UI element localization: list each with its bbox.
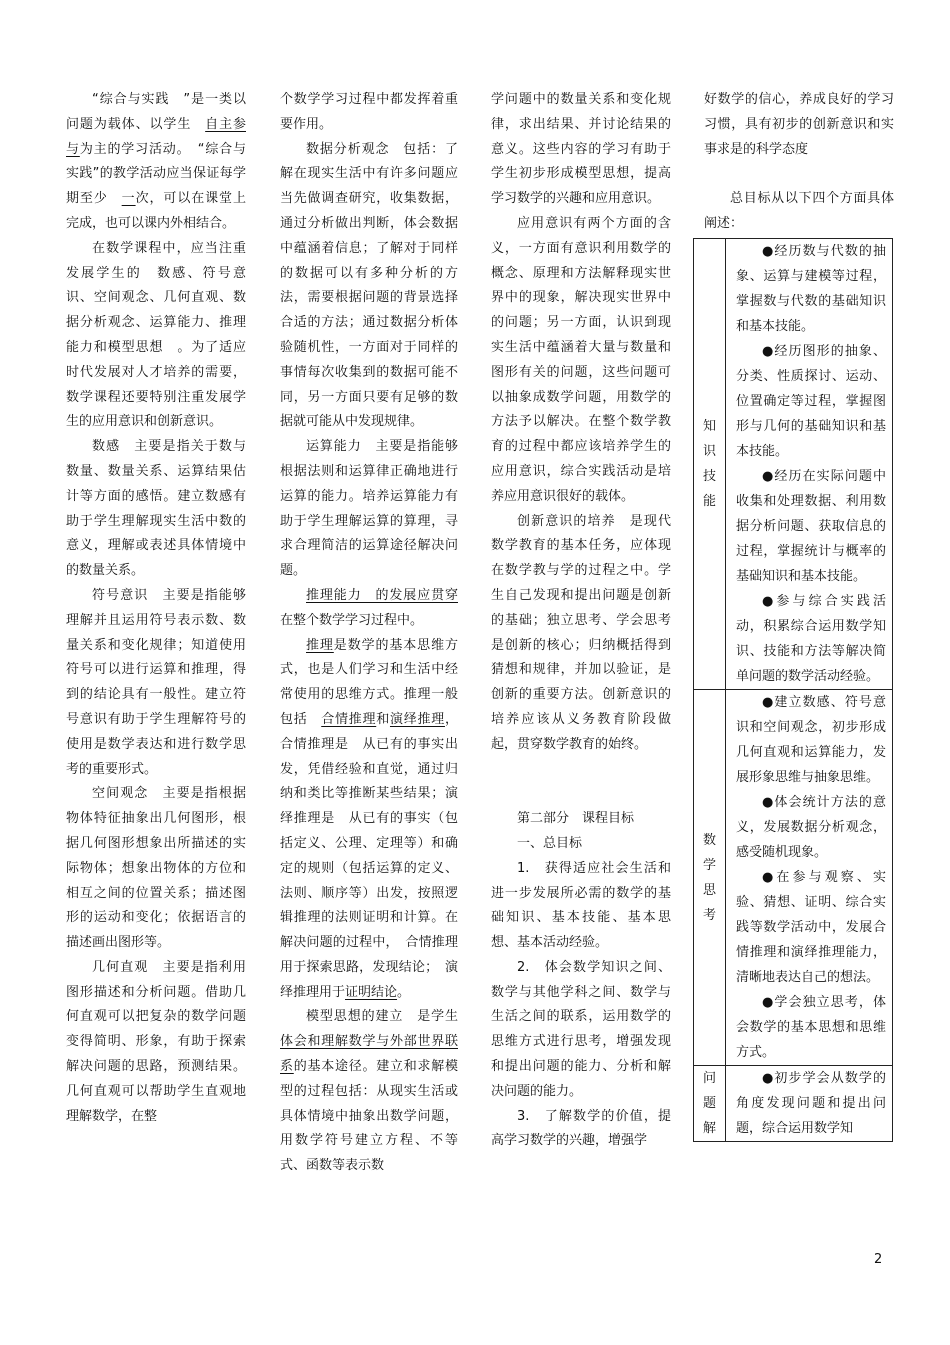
text-segment: 应用意识有两个方面的含义，一方面有意识利用数学的概念、原理和方法解释现实世界中的现象，解决现实世界中的问题；另一方面，认识到现实生活中蕴涵着大量与数量和图形有关的问题，这些问题可以抽象成数学问题，用数学的方法予以解决。在整个数学教育的过程中都应该培养学生的应用意识，综合实践活动是培养应用意识很好的载体。: [491, 215, 671, 504]
category-char: 解: [702, 1121, 716, 1136]
paragraph: [491, 88, 671, 212]
underlined-text: 一: [121, 191, 136, 207]
text-segment: 在整个数学学习过程中。: [280, 612, 424, 628]
text-segment: 总目标从以下四个方面具体阐述：: [704, 191, 894, 231]
paragraph: [66, 956, 246, 1130]
underlined-text: 推理能力 的发展应贯穿: [306, 587, 458, 603]
paragraph: [66, 435, 246, 584]
blank-line: [704, 162, 894, 187]
text-segment: 和: [376, 711, 390, 727]
text-segment: 好数学的信心，养成良好的学习习惯，具有初步的创新意识和实事求是的科学态度: [704, 92, 894, 157]
paragraph: [704, 88, 894, 162]
text-column-2: [280, 88, 472, 1179]
text-segment: 2. 体会数学知识之间、数学与其他学科之间、数学与生活之间的联系，运用数学的思维方式进行思考，增强发现和提出问题的能力、分析和解决问题的能力。: [491, 959, 671, 1099]
paragraph: [491, 510, 671, 758]
goals-row: [694, 239, 893, 690]
paragraph: [280, 88, 458, 138]
text-segment: 。: [397, 984, 411, 1000]
paragraph: [280, 1005, 458, 1179]
category-char: 技: [702, 469, 716, 484]
text-segment: 数据分析观念 包括：了解在现实生活中有许多问题应当先做调查研究，收集数据，通过分析做出判断，体会数据中蕴涵着信息；了解对于同样的数据可以有多种分析的方法，需要根据问题的背景选择合适的方法；通过数据分析体验随机性，一方面对于同样的事情每次收集到的数据可能不同，另一方面只要有足够的数据就可能从中发现规律。: [280, 141, 458, 430]
category-char: 问: [702, 1071, 716, 1086]
paragraph: [280, 584, 458, 634]
category-char: 题: [702, 1096, 716, 1111]
goal-item: ●建立数感、符号意识和空间观念，初步形成几何直观和运算能力，发展形象思维与抽象思维。: [736, 695, 886, 785]
category-char: 能: [702, 494, 716, 509]
underlined-text: 合情推理: [321, 711, 377, 727]
goal-items: [726, 1066, 893, 1142]
paragraph: [491, 212, 671, 510]
goal-items: [726, 239, 893, 690]
underlined-text: 推理: [306, 637, 334, 653]
blank-line: [491, 758, 671, 783]
goal-item: ●初步学会从数学的角度发现问题和提出问题，综合运用数学知: [736, 1071, 886, 1136]
underlined-text: 演绎推理: [389, 711, 445, 727]
text-segment: 数感 主要是指关于数与数量、数量关系、运算结果估计等方面的感悟。建立数感有助于学生理解现实生活中数的意义，理解或表述具体情境中的数量关系。: [66, 439, 246, 579]
goals-row: [694, 1066, 893, 1142]
paragraph: [704, 187, 894, 237]
paragraph: [491, 832, 671, 857]
text-segment: 的基本途径。建立和求解模型的过程包括：从现实生活或具体情境中抽象出数学问题，用数学符号建立方程、不等式、函数等表示数: [280, 1059, 458, 1174]
paragraph: [66, 782, 246, 956]
paragraph: [491, 857, 671, 956]
underlined-text: 证明结论: [345, 984, 398, 1000]
paragraph: [280, 435, 458, 584]
text-column-1: [66, 88, 246, 1129]
text-segment: 第二部分 课程目标: [517, 811, 635, 827]
text-segment: 空间观念 主要是指根据物体特征抽象出几何图形，根据几何图形想象出所描述的实际物体；想象出物体的方位和相互之间的位置关系；描述图形的运动和变化；依据语言的描述画出图形等。: [66, 786, 246, 951]
goal-item: ●在参与观察、实验、猜想、证明、综合实践等数学活动中，发展合情推理和演绎推理能力，清晰地表达自己的想法。: [736, 870, 886, 985]
goal-item: ●经历数与代数的抽象、运算与建模等过程，掌握数与代数的基础知识和基本技能。: [736, 244, 886, 334]
category-char: 学: [702, 857, 716, 873]
text-column-4: [704, 88, 894, 237]
text-segment: 学问题中的数量关系和变化规律，求出结果、并讨论结果的意义。这些内容的学习有助于学生初步形成模型思想，提高学习数学的兴趣和应用意识。: [491, 92, 671, 207]
category-char: 思: [702, 882, 716, 898]
text-segment: 为主的学习活动。 “综合与实践”的教学活动应当保证每学期至少: [66, 141, 246, 207]
text-column-3: [491, 88, 671, 1154]
text-segment: 模型思想的建立 是学生: [306, 1009, 458, 1025]
blank-line: [491, 782, 671, 807]
goals-row: [694, 690, 893, 1066]
paragraph: [491, 807, 671, 832]
goal-category: [694, 239, 726, 690]
category-char: 知: [702, 419, 716, 434]
paragraph: [66, 88, 246, 237]
text-segment: “综合与实践 ”是一类以问题为载体、以学生: [66, 92, 246, 132]
text-segment: ，合情推理是 从已有的事实出发，凭借经验和直觉，通过归纳和类比等推断某些结果；演绎推理是 从已有的事实（包括定义、公理、定理等）和确定的规则（包括运算的定义、法则、顺序等）出发，按照逻辑推理的法则证明和计算。在解决问题的过程中， 合情推理 用于探索思路，发现结论； 演绎推理用于: [280, 711, 472, 1000]
paragraph: [491, 1105, 671, 1155]
goal-item: ●学会独立思考，体会数学的基本思想和思维方式。: [736, 995, 886, 1060]
paragraph: [66, 584, 246, 782]
page-number: 2: [874, 1252, 883, 1267]
paragraph: [491, 956, 671, 1105]
paragraph: [66, 237, 246, 435]
goal-item: ●经历图形的抽象、分类、性质探讨、运动、位置确定等过程，掌握图形与几何的基础知识和基本技能。: [736, 344, 886, 459]
text-segment: 运算能力 主要是指能够根据法则和运算律正确地进行运算的能力。培养运算能力有助于学生理解运算的算理，寻求合理简洁的运算途径解决问题。: [280, 439, 458, 579]
goal-category: [694, 1066, 726, 1142]
text-segment: 个数学学习过程中都发挥着重要作用。: [280, 92, 458, 132]
text-segment: 几何直观 主要是指利用图形描述和分析问题。借助几何直观可以把复杂的数学问题变得简明、形象，有助于探索解决问题的思路，预测结果。几何直观可以帮助学生直观地理解数学，在整: [66, 959, 246, 1124]
text-segment: 1. 获得适应社会生活和进一步发展所必需的数学的基础知识、基本技能、基本思想、基本活动经验。: [491, 860, 671, 951]
text-segment: 一、总目标: [517, 835, 583, 851]
text-segment: 3. 了解数学的价值，提高学习数学的兴趣，增强学: [491, 1108, 671, 1149]
goal-items: [726, 690, 893, 1066]
text-segment: 是数学的基本思维方式，也是人们学习和生活中经常使用的思维方式。推理一般包括: [280, 637, 458, 727]
category-char: 数: [702, 832, 716, 848]
goal-item: ●经历在实际问题中收集和处理数据、利用数据分析问题、获取信息的过程，掌握统计与概率的基础知识和基本技能。: [736, 469, 886, 584]
goal-category: [694, 690, 726, 1066]
goal-item: ●体会统计方法的意义，发展数据分析观念，感受随机现象。: [736, 795, 886, 860]
paragraph: [280, 138, 458, 436]
category-char: 考: [702, 907, 716, 923]
text-segment: 次，可以在课堂上完成，也可以课内外相结合。: [66, 191, 246, 231]
text-segment: 创新意识的培养 是现代数学教育的基本任务，应体现在数学教与学的过程之中。学生自己发现和提出问题是创新的基础；独立思考、学会思考是创新的核心；归纳概括得到猜想和规律，并加以验证，是创新的重要方法。创新意识的培养应该从义务教育阶段做起，贯穿数学教育的始终。: [491, 513, 671, 752]
goal-item: ●参与综合实践活动，积累综合运用数学知识、技能和方法等解决简单问题的数学活动经验。: [736, 594, 886, 684]
underlined-text: 自主参与: [66, 116, 246, 157]
category-char: 识: [702, 444, 716, 459]
goals-table: [693, 238, 893, 1142]
text-segment: 在数学课程中，应当注重发展学生的 数感、符号意识、空间观念、几何直观、数据分析观念、运算能力、推理能力和模型思想 。为了适应时代发展对人才培养的需要，数学课程还要特别注重发展学生的应用意识和创新意识。: [66, 240, 246, 430]
paragraph: [280, 634, 472, 1006]
text-segment: 符号意识 主要是指能够理解并且运用符号表示数、数量关系和变化规律；知道使用符号可以进行运算和推理，得到的结论具有一般性。建立符号意识有助于学生理解符号的使用是数学表达和进行数学思考的重要形式。: [66, 587, 246, 777]
underlined-text: 体会和理解数学与外部世界联系: [280, 1034, 458, 1075]
